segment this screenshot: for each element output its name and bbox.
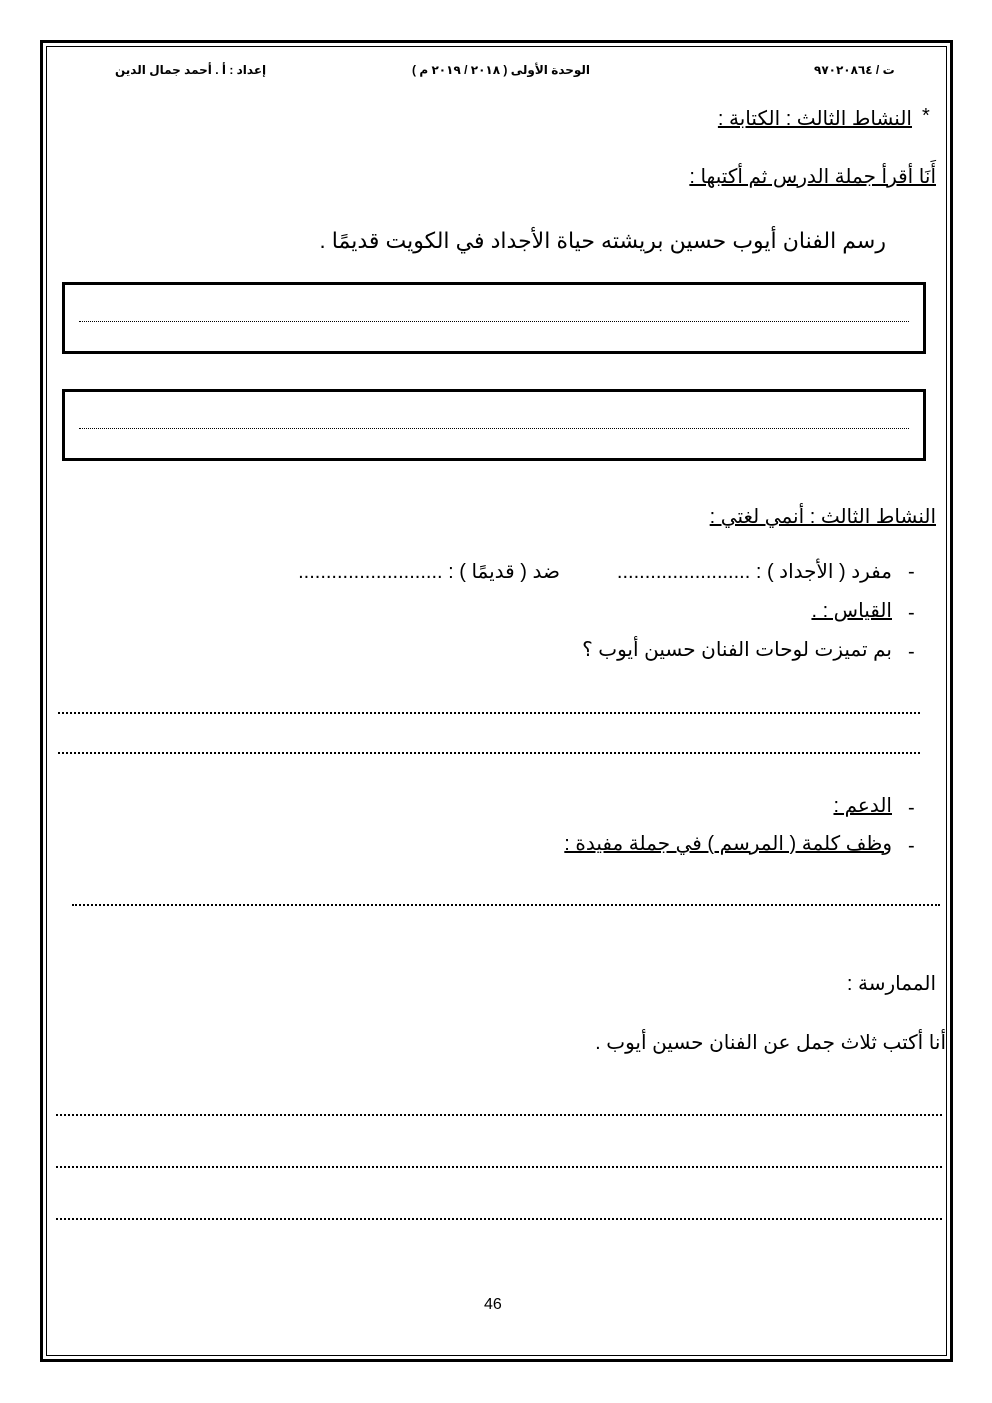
practice-title: الممارسة :: [846, 973, 936, 995]
question-paintings: بم تميزت لوحات الفنان حسين أيوب ؟: [582, 639, 892, 661]
writing-line: [79, 321, 909, 322]
answer-line[interactable]: [56, 1166, 942, 1168]
header-author: إعداد : أ . أحمد جمال الدين: [115, 63, 267, 77]
answer-line[interactable]: [56, 1114, 942, 1116]
answer-line[interactable]: [58, 712, 920, 714]
support-label: الدعم :: [833, 795, 892, 817]
answer-line[interactable]: [72, 904, 940, 906]
bullet: -: [908, 797, 915, 819]
writing-title: النشاط الثالث : الكتابة :: [717, 108, 912, 130]
singular-question: مفرد ( الأجداد ) : ........................: [616, 561, 892, 583]
header-phone: ت / ٩٧٠٢٠٨٦٤: [814, 63, 895, 77]
qiyas-label: القياس : .: [811, 600, 892, 622]
writing-line: [79, 428, 909, 429]
header-unit: الوحدة الأولى ( ٢٠١٨ / ٢٠١٩ م ): [412, 63, 591, 77]
lesson-sentence: رسم الفنان أيوب حسين بريشته حياة الأجداد في الكويت قديمًا .: [319, 228, 886, 253]
page-number: 46: [484, 1296, 502, 1313]
answer-line[interactable]: [58, 752, 920, 754]
employ-word-question: وظف كلمة ( المرسم ) في جملة مفيدة :: [564, 833, 892, 855]
practice-instruction: أنا أكتب ثلاث جمل عن الفنان حسين أيوب .: [595, 1032, 946, 1054]
language-title: النشاط الثالث : أنمي لغتي :: [709, 506, 936, 528]
bullet: -: [908, 835, 915, 857]
answer-box-2[interactable]: [62, 389, 926, 461]
opposite-question: ضد ( قديمًا ) : ..........................: [298, 561, 560, 583]
bullet: -: [908, 641, 915, 663]
answer-line[interactable]: [56, 1218, 942, 1220]
bullet: -: [908, 602, 915, 624]
answer-box-1[interactable]: [62, 282, 926, 354]
writing-instruction: أَنَا أقرأ جملة الدرس ثم أكتبها :: [689, 166, 936, 188]
star-marker: *: [922, 105, 930, 127]
bullet: -: [908, 561, 915, 583]
